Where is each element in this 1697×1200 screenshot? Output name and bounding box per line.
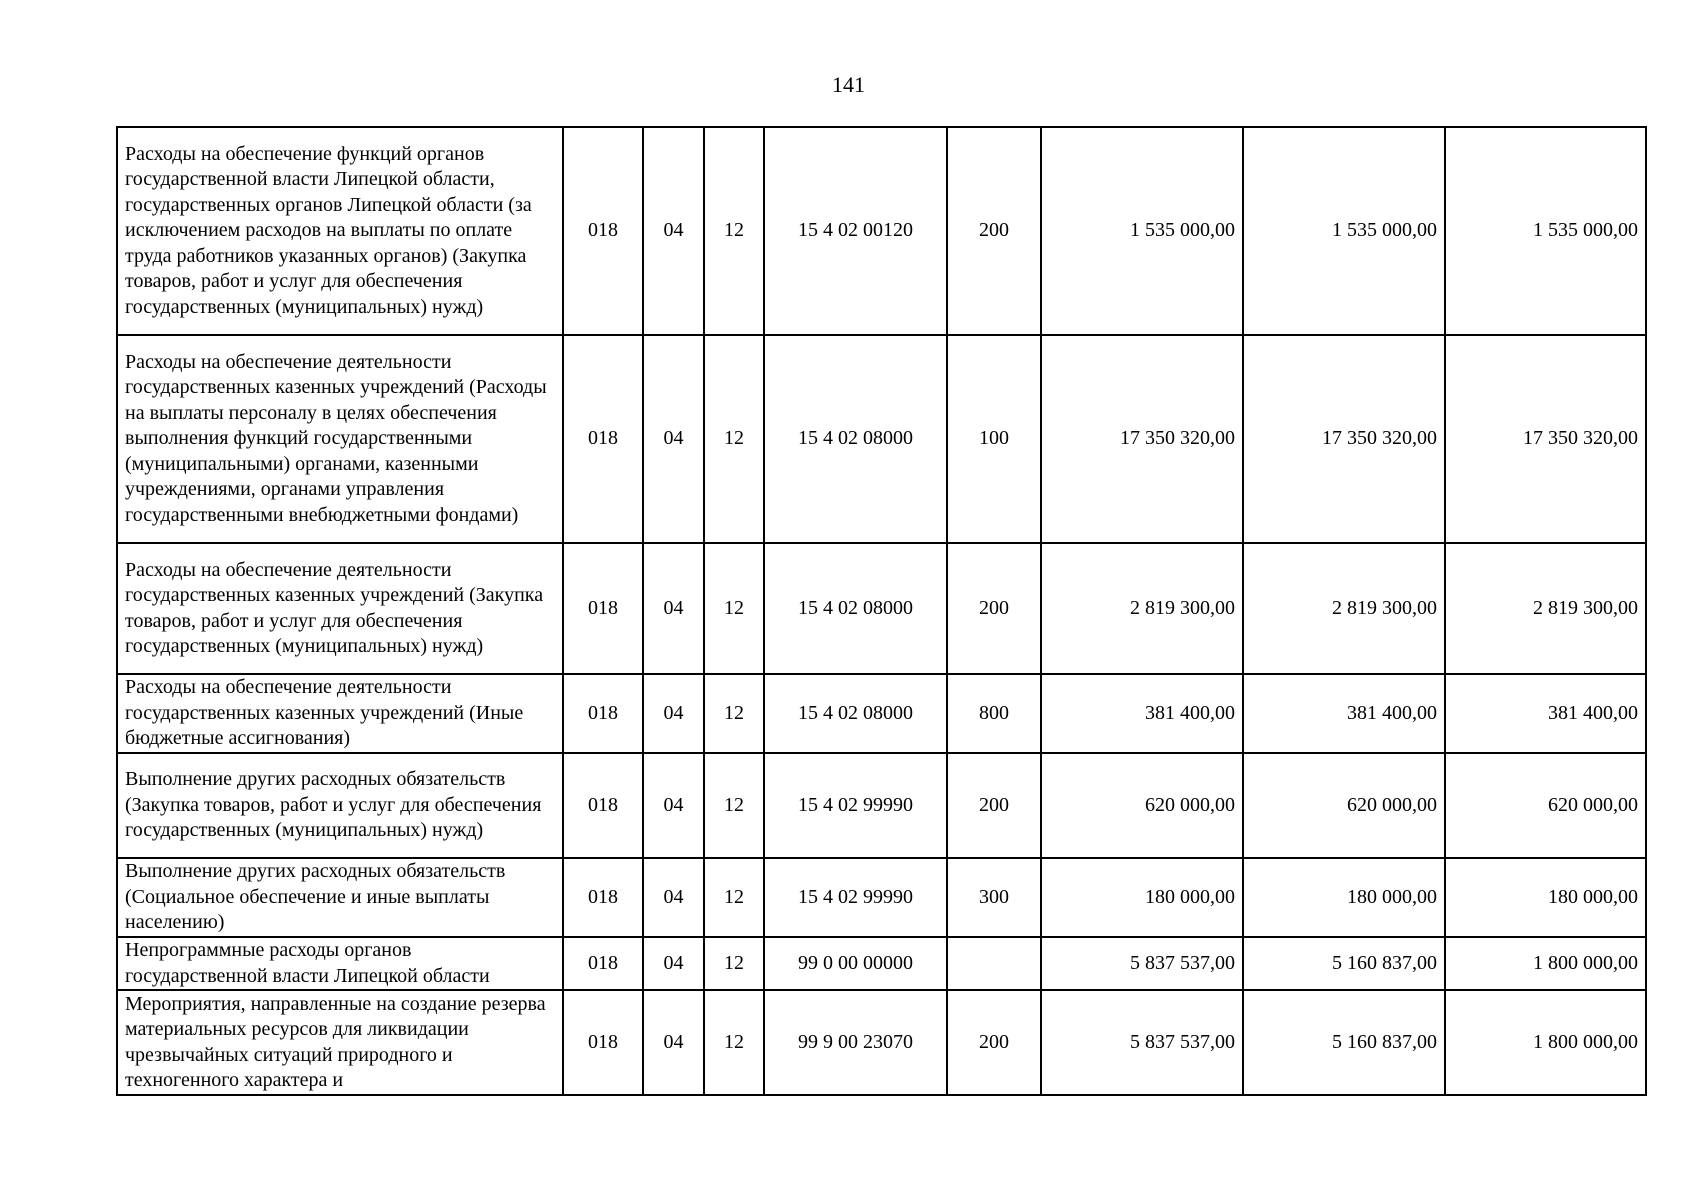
subsection-code: 12	[704, 543, 764, 674]
row-description: Расходы на обеспечение деятельности государственных казенных учреждений (Закупка товаров, работ и услуг для обеспечения государственных (муниципальных) нужд)	[117, 543, 563, 674]
ministry-code: 018	[563, 858, 643, 937]
expense-type-code: 200	[947, 543, 1041, 674]
expense-type-code: 300	[947, 858, 1041, 937]
amount-year-2: 17 350 320,00	[1243, 335, 1445, 543]
amount-year-3: 2 819 300,00	[1445, 543, 1646, 674]
amount-year-3: 180 000,00	[1445, 858, 1646, 937]
amount-year-3: 381 400,00	[1445, 674, 1646, 753]
target-article-code: 15 4 02 99990	[764, 753, 947, 858]
subsection-code: 12	[704, 753, 764, 858]
ministry-code: 018	[563, 937, 643, 990]
amount-year-2: 5 160 837,00	[1243, 990, 1445, 1095]
ministry-code: 018	[563, 335, 643, 543]
expense-type-code: 800	[947, 674, 1041, 753]
ministry-code: 018	[563, 674, 643, 753]
target-article-code: 99 0 00 00000	[764, 937, 947, 990]
section-code: 04	[643, 127, 704, 335]
amount-year-2: 2 819 300,00	[1243, 543, 1445, 674]
row-description: Расходы на обеспечение функций органов государственной власти Липецкой области, государственных органов Липецкой области (за исключением расходов на выплаты по оплате труда работников указанных органов) (Закупка товаров, работ и услуг для обеспечения государственных (муниципальных) нужд)	[117, 127, 563, 335]
section-code: 04	[643, 990, 704, 1095]
section-code: 04	[643, 543, 704, 674]
subsection-code: 12	[704, 127, 764, 335]
amount-year-2: 5 160 837,00	[1243, 937, 1445, 990]
amount-year-3: 1 800 000,00	[1445, 937, 1646, 990]
amount-year-1: 381 400,00	[1041, 674, 1243, 753]
table-row	[117, 335, 1646, 543]
row-description: Мероприятия, направленные на создание резерва материальных ресурсов для ликвидации чрезвычайных ситуаций природного и техногенного характера и	[117, 990, 563, 1095]
section-code: 04	[643, 858, 704, 937]
amount-year-2: 620 000,00	[1243, 753, 1445, 858]
subsection-code: 12	[704, 335, 764, 543]
subsection-code: 12	[704, 990, 764, 1095]
amount-year-1: 17 350 320,00	[1041, 335, 1243, 543]
table-row	[117, 127, 1646, 335]
row-description: Расходы на обеспечение деятельности государственных казенных учреждений (Расходы на выплаты персоналу в целях обеспечения выполнения функций государственными (муниципальными) органами, казенными учреждениями, органами управления государственными внебюджетными фондами)	[117, 335, 563, 543]
target-article-code: 15 4 02 00120	[764, 127, 947, 335]
expense-type-code: 200	[947, 990, 1041, 1095]
table-row	[117, 753, 1646, 858]
expense-type-code	[947, 937, 1041, 990]
target-article-code: 15 4 02 08000	[764, 674, 947, 753]
target-article-code: 15 4 02 08000	[764, 335, 947, 543]
amount-year-2: 180 000,00	[1243, 858, 1445, 937]
target-article-code: 15 4 02 99990	[764, 858, 947, 937]
section-code: 04	[643, 937, 704, 990]
amount-year-1: 1 535 000,00	[1041, 127, 1243, 335]
row-description: Выполнение других расходных обязательств (Закупка товаров, работ и услуг для обеспечения государственных (муниципальных) нужд)	[117, 753, 563, 858]
amount-year-2: 381 400,00	[1243, 674, 1445, 753]
section-code: 04	[643, 674, 704, 753]
amount-year-1: 5 837 537,00	[1041, 990, 1243, 1095]
table-row	[117, 543, 1646, 674]
ministry-code: 018	[563, 543, 643, 674]
amount-year-3: 1 535 000,00	[1445, 127, 1646, 335]
table-row	[117, 990, 1646, 1095]
page-number: 141	[832, 72, 865, 97]
amount-year-1: 2 819 300,00	[1041, 543, 1243, 674]
section-code: 04	[643, 335, 704, 543]
amount-year-2: 1 535 000,00	[1243, 127, 1445, 335]
subsection-code: 12	[704, 937, 764, 990]
amount-year-3: 620 000,00	[1445, 753, 1646, 858]
amount-year-1: 620 000,00	[1041, 753, 1243, 858]
ministry-code: 018	[563, 127, 643, 335]
amount-year-1: 5 837 537,00	[1041, 937, 1243, 990]
expense-type-code: 200	[947, 753, 1041, 858]
expense-type-code: 200	[947, 127, 1041, 335]
row-description: Выполнение других расходных обязательств (Социальное обеспечение и иные выплаты населению)	[117, 858, 563, 937]
table-row	[117, 858, 1646, 937]
row-description: Непрограммные расходы органов государственной власти Липецкой области	[117, 937, 563, 990]
target-article-code: 15 4 02 08000	[764, 543, 947, 674]
amount-year-3: 17 350 320,00	[1445, 335, 1646, 543]
target-article-code: 99 9 00 23070	[764, 990, 947, 1095]
amount-year-1: 180 000,00	[1041, 858, 1243, 937]
amount-year-3: 1 800 000,00	[1445, 990, 1646, 1095]
ministry-code: 018	[563, 990, 643, 1095]
table-row	[117, 674, 1646, 753]
subsection-code: 12	[704, 858, 764, 937]
section-code: 04	[643, 753, 704, 858]
budget-table	[116, 126, 1647, 1096]
ministry-code: 018	[563, 753, 643, 858]
subsection-code: 12	[704, 674, 764, 753]
table-row	[117, 937, 1646, 990]
row-description: Расходы на обеспечение деятельности государственных казенных учреждений (Иные бюджетные ассигнования)	[117, 674, 563, 753]
expense-type-code: 100	[947, 335, 1041, 543]
